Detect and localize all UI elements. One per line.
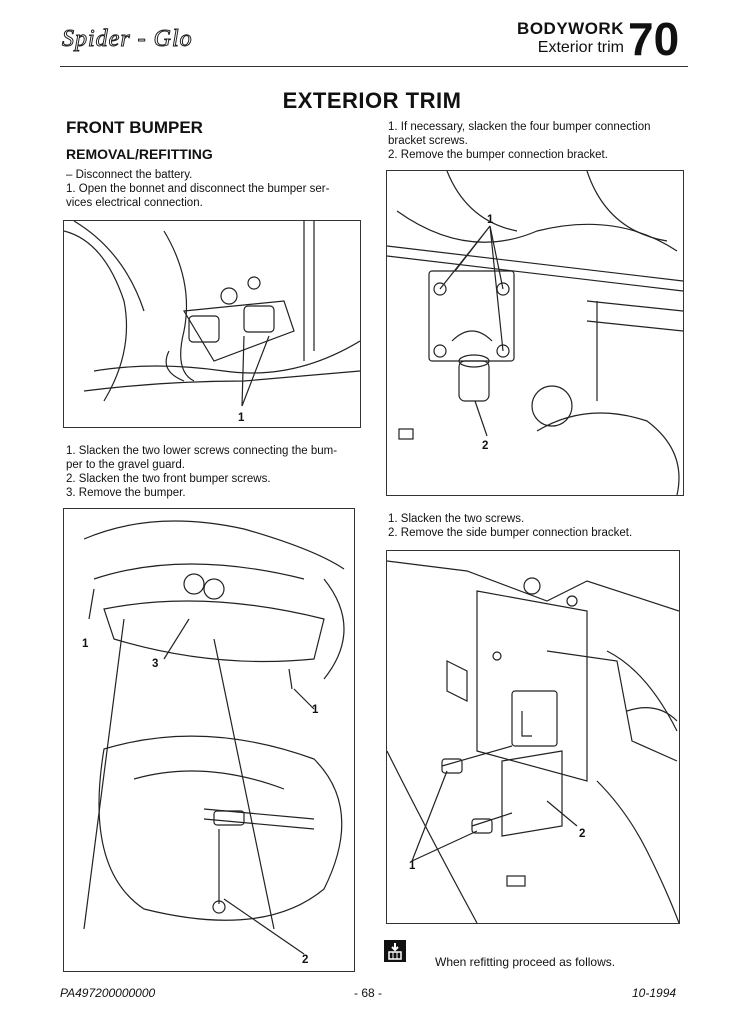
section-number: 70 — [628, 13, 680, 65]
intro-line: vices electrical connection. — [66, 197, 203, 209]
callout-2: 2 — [302, 954, 309, 966]
refit-icon — [384, 940, 406, 962]
callout-1: 1 — [487, 214, 494, 226]
step-line: per to the gravel guard. — [66, 459, 185, 471]
callout-3: 3 — [152, 658, 159, 670]
brand-logo: Spider - Glo — [62, 26, 193, 52]
callout-1: 1 — [409, 860, 416, 872]
step-line: 1. Slacken the two lower screws connecting the bum- — [66, 445, 338, 457]
callout-2: 2 — [579, 828, 586, 840]
side-bracket-diagram — [387, 551, 679, 923]
step-line: 1. Slacken the two screws. — [388, 513, 525, 525]
page-number: - 68 - — [354, 986, 383, 1000]
bumper-removal-diagram — [64, 509, 354, 971]
step-line: 3. Remove the bumper. — [66, 487, 186, 499]
section-title: BODYWORK — [517, 19, 624, 38]
figure-connection-bracket — [386, 170, 684, 496]
document-date: 10-1994 — [632, 986, 677, 1000]
callout-2: 2 — [482, 440, 489, 452]
step-line: 1. If necessary, slacken the four bumper connection — [388, 121, 651, 133]
connection-bracket-diagram — [387, 171, 683, 495]
intro-steps — [66, 168, 366, 210]
refit-note: When refitting proceed as follows. — [435, 955, 616, 969]
connector-diagram — [64, 221, 360, 427]
page-title: EXTERIOR TRIM — [282, 88, 462, 113]
callout-1: 1 — [238, 412, 245, 424]
section-header — [517, 20, 624, 58]
bracket-steps — [388, 120, 688, 162]
callout-1-left: 1 — [82, 638, 89, 650]
front-bumper-heading: FRONT BUMPER — [66, 118, 203, 137]
subsection-title: Exterior trim — [537, 39, 624, 56]
side-bracket-steps — [388, 512, 688, 540]
figure-bumper-connector — [63, 220, 361, 428]
figure-bumper-removal — [63, 508, 355, 972]
document-code: PA497200000000 — [60, 986, 156, 1000]
step-line: bracket screws. — [388, 135, 468, 147]
step-line: 2. Remove the bumper connection bracket. — [388, 149, 608, 161]
removal-refitting-heading: REMOVAL/REFITTING — [66, 146, 213, 162]
intro-line: 1. Open the bonnet and disconnect the bumper ser- — [66, 183, 330, 195]
callout-1-right: 1 — [312, 704, 319, 716]
bumper-steps — [66, 444, 366, 500]
step-line: 2. Slacken the two front bumper screws. — [66, 473, 271, 485]
header-divider — [60, 66, 688, 67]
intro-line: – Disconnect the battery. — [66, 169, 193, 181]
figure-side-bracket — [386, 550, 680, 924]
step-line: 2. Remove the side bumper connection bracket. — [388, 527, 633, 539]
